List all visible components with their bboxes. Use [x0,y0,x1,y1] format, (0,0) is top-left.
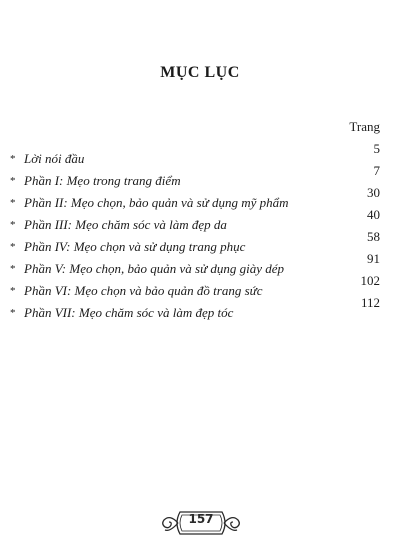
bullet-star: * [10,175,16,187]
toc-entry-page: 30 [367,185,380,200]
page-number: 157 [188,512,214,526]
toc-entry-label: Phần VII: Mẹo chăm sóc và làm đẹp tóc [24,305,234,320]
bullet-star: * [10,285,16,297]
bullet-star: * [10,263,16,275]
toc-entry-page: 5 [373,141,380,156]
toc-entry-page: 58 [367,229,380,244]
toc-entry-label: Phần V: Mẹo chọn, bảo quản và sử dụng giày dép [24,261,285,276]
toc-entry-label: Phần I: Mẹo trong trang điểm [24,173,181,188]
toc-entry [10,295,380,320]
toc-entry-page: 112 [360,295,380,310]
toc-entry-page: 40 [367,207,380,222]
toc-entry [10,141,380,166]
toc-entry-label: Phần III: Mẹo chăm sóc và làm đẹp da [24,217,227,232]
page-column-header: Trang [349,119,380,134]
toc-entry [10,251,380,276]
toc-entry [10,229,380,254]
bullet-star: * [10,241,16,253]
toc-entry-label: Phần IV: Mẹo chọn và sử dụng trang phục [24,239,246,254]
page-title: MỤC LỤC [160,64,240,81]
toc-entry [10,163,380,188]
toc-entry [10,185,380,210]
toc-entry [10,273,380,298]
bullet-star: * [10,153,16,165]
toc-entry-label: Lời nói đầu [24,151,85,166]
bullet-star: * [10,307,16,319]
toc-entry-page: 102 [360,273,380,288]
toc-entry [10,207,380,232]
toc-entry-label: Phần VI: Mẹo chọn và bảo quản đồ trang sức [24,283,263,298]
bullet-star: * [10,197,16,209]
bullet-star: * [10,219,16,231]
toc-entry-page: 7 [373,163,380,178]
table-of-contents [10,141,380,320]
toc-entry-page: 91 [367,251,380,266]
toc-entry-label: Phần II: Mẹo chọn, bảo quản và sử dụng mỹ phẩm [24,195,289,210]
